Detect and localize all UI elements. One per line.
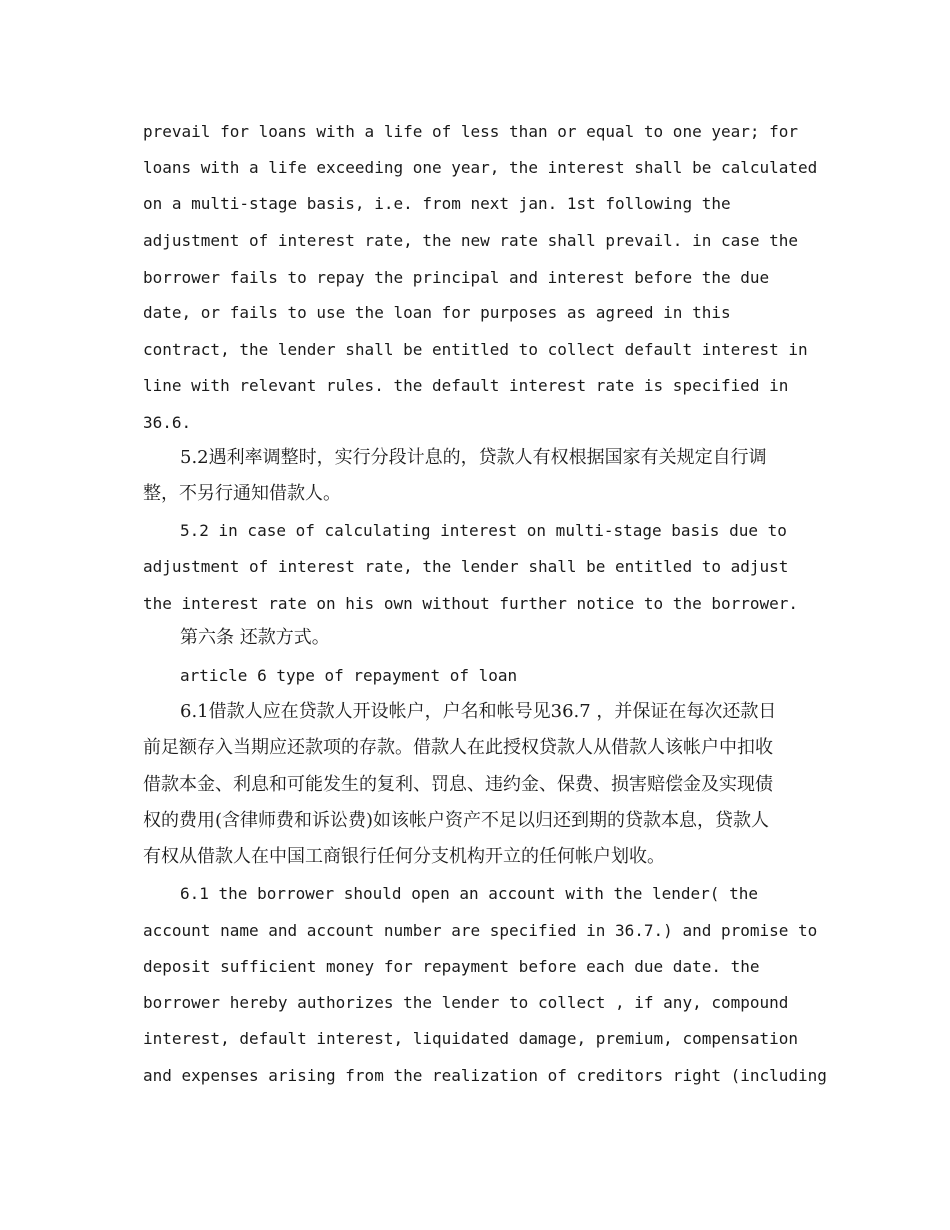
text-line: loans with a life exceeding one year, the interest shall be calculated — [143, 158, 818, 177]
text-line: borrower fails to repay the principal and interest before the due — [143, 268, 770, 287]
text-line: deposit sufficient money for repayment before each due date. the — [143, 957, 760, 976]
text-line: 权的费用(含律师费和诉讼费)如该帐户资产不足以归还到期的贷款本息，贷款人 — [143, 810, 770, 831]
text-line: on a multi-stage basis, i.e. from next jan. 1st following the — [143, 194, 731, 213]
text-line: prevail for loans with a life of less than or equal to one year; for — [143, 122, 799, 141]
text-line: and expenses arising from the realization of creditors right (including — [143, 1066, 827, 1085]
text-line: borrower hereby authorizes the lender to collect , if any, compound — [143, 993, 789, 1012]
paragraph-5-2-en: 5.2 in case of calculating interest on multi-stage basis due to — [180, 521, 787, 540]
text-line: adjustment of interest rate, the lender shall be entitled to adjust — [143, 557, 789, 576]
paragraph-5-2-zh: 5.2遇利率调整时，实行分段计息的，贷款人有权根据国家有关规定自行调 — [180, 447, 767, 468]
text-line: contract, the lender shall be entitled to collect default interest in — [143, 340, 808, 359]
text-line: 有权从借款人在中国工商银行任何分支机构开立的任何帐户划收。 — [143, 846, 665, 867]
article-6-heading-zh: 第六条 还款方式。 — [180, 627, 330, 648]
text-line: 前足额存入当期应还款项的存款。借款人在此授权贷款人从借款人该帐户中扣收 — [143, 737, 773, 758]
text-line: 借款本金、利息和可能发生的复利、罚息、违约金、保费、损害赔偿金及实现债 — [143, 774, 773, 795]
text-line: 整，不另行通知借款人。 — [143, 483, 341, 504]
text-line: date, or fails to use the loan for purposes as agreed in this — [143, 303, 731, 322]
text-line: 36.6. — [143, 413, 192, 432]
text-line: interest, default interest, liquidated damage, premium, compensation — [143, 1029, 799, 1048]
text-line: account name and account number are specified in 36.7.) and promise to — [143, 921, 818, 940]
text-line: the interest rate on his own without further notice to the borrower. — [143, 594, 799, 613]
article-6-heading-en: article 6 type of repayment of loan — [180, 666, 518, 685]
text-line: adjustment of interest rate, the new rate shall prevail. in case the — [143, 231, 799, 250]
text-line: line with relevant rules. the default interest rate is specified in — [143, 376, 789, 395]
paragraph-6-1-en: 6.1 the borrower should open an account with the lender( the — [180, 884, 758, 903]
paragraph-6-1-zh: 6.1借款人应在贷款人开设帐户，户名和帐号见36.7 ，并保证在每次还款日 — [180, 701, 777, 722]
